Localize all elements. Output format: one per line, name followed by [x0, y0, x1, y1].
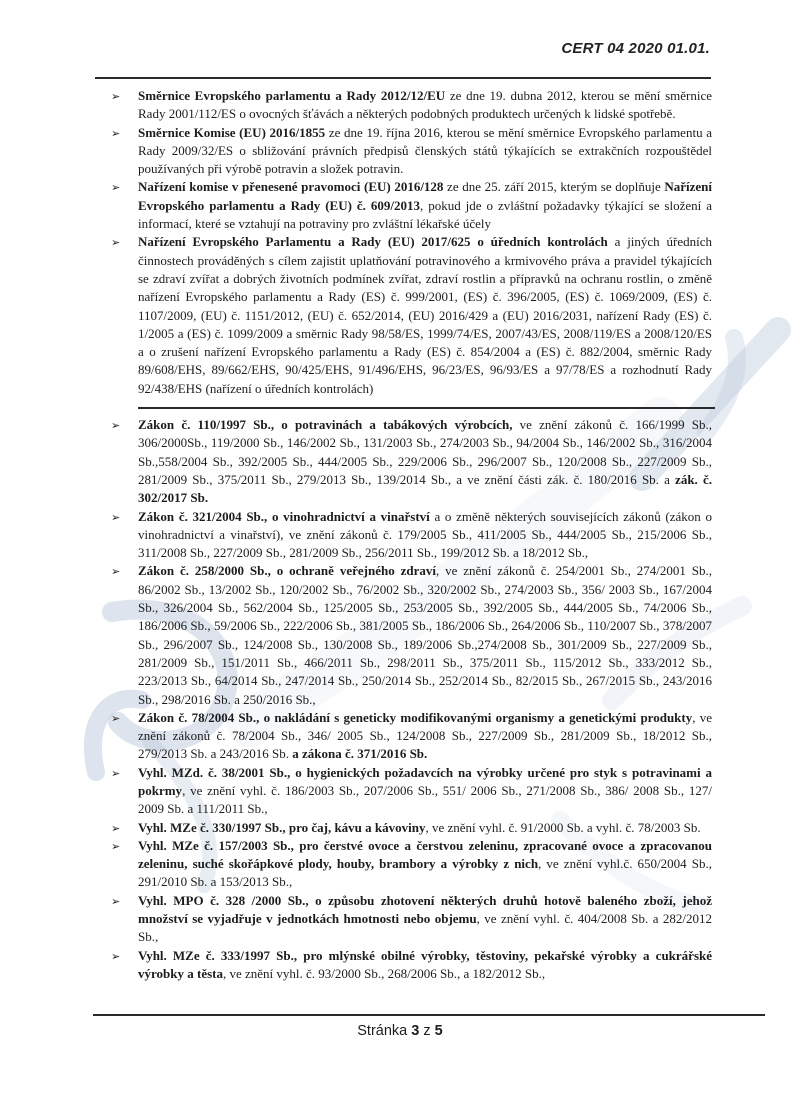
legal-item: [111, 178, 712, 233]
footer-divider: [93, 1014, 765, 1016]
legal-item-text: Vyhl. MPO č. 328 /2000 Sb., o způsobu zhotovení některých druhů hotově baleného zboží, jehož množství se vyjadřuje v jednotkách hmotnosti nebo objemu, ve znění vyhl. č. 404/2008 Sb. a 282/2012 Sb.,: [138, 892, 712, 945]
bullet-arrow-icon: ➢: [111, 821, 121, 835]
bullet-arrow-icon: ➢: [111, 949, 121, 963]
legal-item: [111, 892, 712, 947]
legal-item: [111, 416, 712, 507]
doc-code: CERT 04 2020 01.01.: [561, 40, 710, 57]
page-number: Stránka 3 z 5: [357, 1023, 443, 1039]
bullet-arrow-icon: ➢: [111, 839, 121, 853]
bullet-arrow-icon: ➢: [111, 711, 121, 725]
header-divider: [95, 77, 711, 79]
national-legislation-list: [111, 416, 712, 983]
legal-item: [111, 233, 712, 398]
legal-item: [111, 87, 712, 124]
legal-item-text: Směrnice Evropského parlamentu a Rady 2012/12/EU ze dne 19. dubna 2012, kterou se mění směrnice Rady 2001/112/ES o ovocných šťávách a některých podobných produktech určených k lidské spotřebě.: [138, 88, 712, 122]
bullet-arrow-icon: ➢: [111, 126, 121, 140]
bullet-arrow-icon: ➢: [111, 894, 121, 908]
legal-item-text: Zákon č. 321/2004 Sb., o vinohradnictví a vinařství a o změně některých souvisejících zákonů (zákon o vinohradnictví a vinařství), ve znění zákonů č. 179/2005 Sb., 411/2005 Sb., 444/2005 Sb., 215/2006 Sb., 311/2008 Sb., 227/2009 Sb., 281/2009 Sb., 256/2011 Sb., 199/2012 Sb. a 18/2012 Sb.,: [138, 508, 712, 561]
legal-item-text: Zákon č. 258/2000 Sb., o ochraně veřejného zdraví, ve znění zákonů č. 254/2001 Sb., 274/2001 Sb., 86/2002 Sb., 13/2002 Sb., 120/2002 Sb., 76/2002 Sb., 320/2002 Sb., 274/2003 Sb., 356/ 2003 Sb., 167/2004 Sb., 326/2004 Sb., 562/2004 Sb., 125/2005 Sb., 253/2005 Sb., 392/2005 Sb., 444/2005 Sb., 74/2006 Sb., 186/2006 Sb., 59/2006 Sb., 222/2006 Sb., 381/2005 Sb., 186/2006 Sb., 264/2006 Sb., 110/2007 Sb., 378/2007 Sb., 296/2007 Sb., 124/2008 Sb., 130/2008 Sb., 189/2006 Sb.,274/2008 Sb., 301/2009 Sb., 227/2009 Sb., 281/2009 Sb., 151/2011 Sb., 466/2011 Sb., 298/2011 Sb., 375/2011 Sb., 115/2012 Sb., 333/2012 Sb., 223/2013 Sb., 64/2014 Sb., 247/2014 Sb., 250/2014 Sb., 252/2014 Sb., 82/2015 Sb., 267/2015 Sb., 243/2016 Sb., 298/2016 Sb. a 250/2016 Sb.,: [138, 563, 712, 707]
legal-item-text: Vyhl. MZe č. 330/1997 Sb., pro čaj, kávu a kávoviny, ve znění vyhl. č. 91/2000 Sb. a vyhl. č. 78/2003 Sb.: [138, 819, 701, 835]
document-body: [111, 87, 712, 983]
page-footer: [0, 1006, 800, 1100]
legal-item-text: Zákon č. 78/2004 Sb., o nakládání s geneticky modifikovanými organismy a genetickými produkty, ve znění zákonů č. 78/2004 Sb., 346/ 2005 Sb., 124/2008 Sb., 227/2009 Sb., 281/2009 Sb., 18/2012 Sb., 279/2013 Sb. a 243/2016 Sb. a zákona č. 371/2016 Sb.: [138, 709, 712, 762]
bullet-arrow-icon: ➢: [111, 90, 121, 103]
legal-item-text: Vyhl. MZd. č. 38/2001 Sb., o hygienických požadavcích na výrobky určené pro styk s potravinami a pokrmy, ve znění vyhl. č. 186/2003 Sb., 207/2006 Sb., 551/ 2006 Sb., 271/2008 Sb., 386/ 2008 Sb., 127/ 2009 Sb. a 111/2011 Sb.,: [138, 764, 712, 817]
legal-item-text: Nařízení Evropského Parlamentu a Rady (EU) 2017/625 o úředních kontrolách a jiných úředních činnostech prováděných s cílem zajistit uplatňování potravinového a krmivového práva a pravidel týkajících se zdraví zvířat a dobrých životních podmínek zvířat, zdraví rostlin a přípravků na ochranu rostlin, o změně nařízení Evropského parlamentu a Rady (ES) č. 999/2001, (ES) č. 396/2005, (ES) č. 1069/2009, (ES) č. 1107/2009, (EU) č. 1151/2012, (EU) č. 652/2014, (EU) 2016/429 a (EU) 2016/2031, nařízení Rady (ES) č. 1/2005 a (ES) č. 1099/2009 a směrnic Rady 98/58/ES, 1999/74/ES, 2007/43/ES, 2008/119/ES a 2008/120/ES a o zrušení nařízení Evropského parlamentu a Rady (ES) č. 854/2004 a (ES) č. 882/2004, směrnic Rady 89/608/EHS, 89/662/EHS, 90/425/EHS, 91/496/EHS, 96/23/ES, 96/93/ES a 97/78/ES a rozhodnutí Rady 92/438/EHS (nařízení o úředních kontrolách): [138, 234, 712, 396]
legal-item-text: Vyhl. MZe č. 333/1997 Sb., pro mlýnské obilné výrobky, těstoviny, pekařské výrobky a cukrářské výrobky a těsta, ve znění vyhl. č. 93/2000 Sb., 268/2006 Sb., a 182/2012 Sb.,: [138, 947, 712, 981]
legal-item: [111, 562, 712, 708]
legal-item: [111, 124, 712, 179]
eu-legislation-list: [111, 87, 712, 398]
legal-item-text: Směrnice Komise (EU) 2016/1855 ze dne 19. října 2016, kterou se mění směrnice Evropského parlamentu a Rady 2009/32/ES o sbližování právních předpisů členských států týkajících se extrakčních rozpouštědel používaných při výrobě potravin a složek potravin.: [138, 124, 712, 177]
legal-item: [111, 819, 712, 837]
legal-item: [111, 764, 712, 819]
bullet-arrow-icon: ➢: [111, 181, 121, 195]
bullet-arrow-icon: ➢: [111, 766, 121, 780]
bullet-arrow-icon: ➢: [111, 565, 121, 579]
legal-item: [111, 508, 712, 563]
legal-item: [111, 709, 712, 764]
legal-item: [111, 837, 712, 892]
legal-item: [111, 947, 712, 984]
legal-item-text: Zákon č. 110/1997 Sb., o potravinách a tabákových výrobcích, ve znění zákonů č. 166/1999 Sb., 306/2000Sb., 119/2000 Sb., 146/2002 Sb., 131/2003 Sb., 274/2003 Sb., 94/2004 Sb., 146/2002 Sb., 316/2004 Sb.,558/2004 Sb., 392/2005 Sb., 444/2005 Sb., 229/2006 Sb., 296/2007 Sb., 120/2008 Sb., 227/2009 Sb., 281/2009 Sb., 375/2011 Sb., 279/2013 Sb., 139/2014 Sb., a ve znění části zák. č. 180/2016 Sb. a zák. č. 302/2017 Sb.: [138, 417, 712, 506]
legal-item-text: Vyhl. MZe č. 157/2003 Sb., pro čerstvé ovoce a čerstvou zeleninu, zpracované ovoce a zpracovanou zeleninu, suché skořápkové plody, houby, brambory a výrobky z nich, ve znění vyhl.č. 650/2004 Sb., 291/2010 Sb. a 153/2013 Sb.,: [138, 837, 712, 890]
section-divider: [138, 407, 715, 409]
legal-item-text: Nařízení komise v přenesené pravomoci (EU) 2016/128 ze dne 25. září 2015, kterým se doplňuje Nařízení Evropského parlamentu a Rady (EU) č. 609/2013, pokud jde o zvláštní požadavky týkající se složení a informací, které se vztahují na potraviny pro zvláštní lékařské účely: [138, 179, 712, 232]
bullet-arrow-icon: ➢: [111, 419, 121, 433]
bullet-arrow-icon: ➢: [111, 236, 121, 250]
bullet-arrow-icon: ➢: [111, 510, 121, 524]
